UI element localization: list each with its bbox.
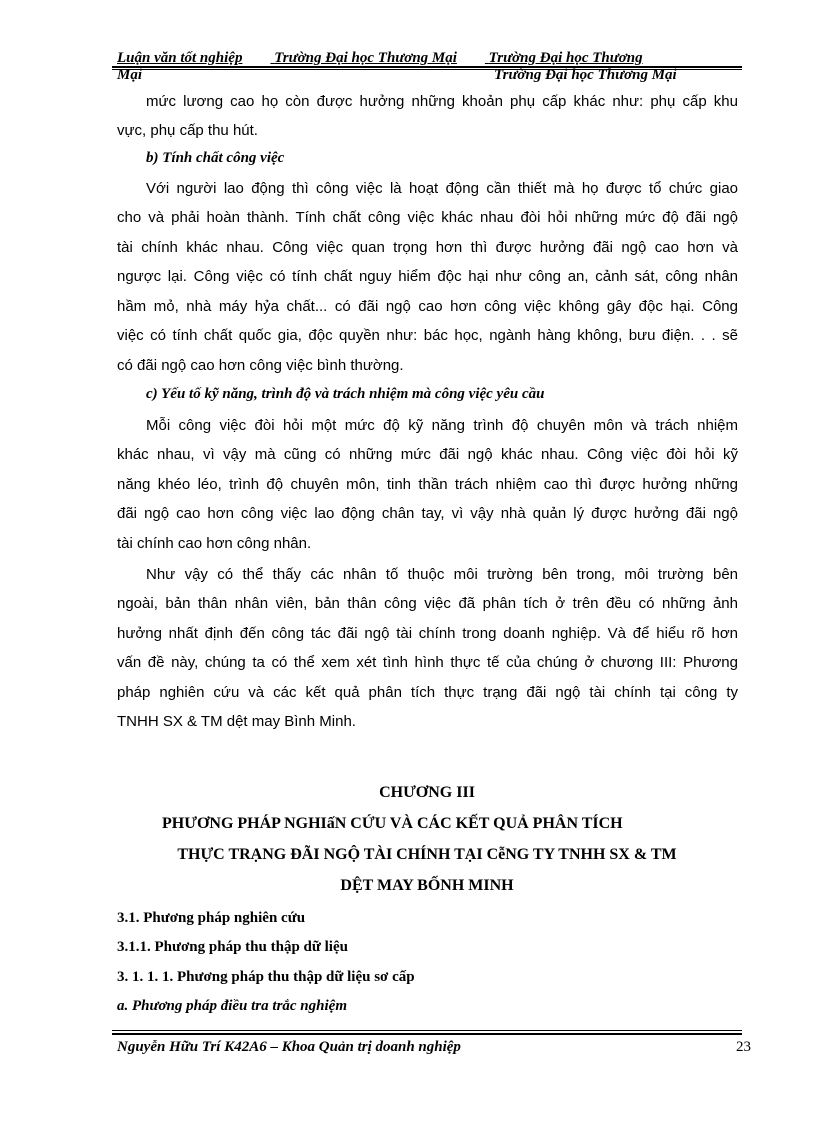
subheading-c: c) Yếu tố kỹ năng, trình độ và trách nhiệm mà công việc yêu cầu xyxy=(146,386,545,402)
footer-author: Nguyễn Hữu Trí K42A6 – Khoa Quản trị doanh nghiệp xyxy=(117,1039,461,1055)
section-heading: 3.1.1. Phương pháp thu thập dữ liệu xyxy=(117,939,348,955)
section-heading: a. Phương pháp điều tra trắc nghiệm xyxy=(117,998,347,1014)
paragraph-line: ngoài, bản thân nhân viên, bản thân công việc đã phân tích ở trên đều có những ảnh xyxy=(117,595,738,612)
header-continuation: Mại xyxy=(117,67,143,83)
footer-rule-thin xyxy=(112,1030,742,1031)
paragraph-line: mức lương cao họ còn được hưởng những khoản phụ cấp khác như: phụ cấp khu xyxy=(146,93,738,110)
header-university-right: Trường Đại học Thương Mại xyxy=(494,67,677,83)
paragraph-line: tài chính cao hơn công nhân. xyxy=(117,535,312,552)
paragraph-line: Như vậy có thể thấy các nhân tố thuộc môi trường bên trong, môi trường bên xyxy=(146,566,738,583)
paragraph-line: việc có tính chất quốc gia, độc quyền như: bác học, ngành hàng không, bưu điện. . . sẽ xyxy=(117,327,738,344)
paragraph-line: khác nhau, vì vậy mà cũng có những mức đãi ngộ khác nhau. Công việc đòi hỏi kỹ xyxy=(117,446,738,463)
paragraph-line: Với người lao động thì công việc là hoạt động cần thiết mà họ được tổ chức giao xyxy=(146,180,738,197)
section-heading: 3.1. Phương pháp nghiên cứu xyxy=(117,910,306,926)
running-header xyxy=(117,50,671,67)
chapter-title-line: THỰC TRẠNG ĐÃI NGỘ TÀI CHÍNH TẠI CễNG TY TNHH SX & TM xyxy=(177,846,677,863)
subheading-b: b) Tính chất công việc xyxy=(146,150,285,166)
paragraph-line: ngược lại. Công việc có tính chất nguy hiểm độc hại như công an, cảnh sát, công nhân xyxy=(117,268,738,285)
paragraph-line: năng khéo léo, trình độ chuyên môn, tinh thần trách nhiệm cao thì được hưởng những xyxy=(117,476,738,493)
header-thesis-label: Luận văn tốt nghiệp xyxy=(117,50,243,66)
paragraph-line: có đãi ngộ cao hơn công việc bình thường. xyxy=(117,357,404,374)
paragraph-line: vực, phụ cấp thu hút. xyxy=(117,122,258,139)
footer-rule xyxy=(112,1033,742,1035)
paragraph-line: đãi ngộ cao hơn công việc lao động chân tay, vì vậy nhà quản lý được hưởng đãi ngộ xyxy=(117,505,738,522)
paragraph-line: hầm mỏ, nhà máy hỷa chất... có đãi ngộ cao hơn công việc không gây độc hại. Công xyxy=(117,298,738,315)
paragraph-line: Mỗi công việc đòi hỏi một mức độ kỹ năng trình độ chuyên môn và trách nhiệm xyxy=(146,417,738,434)
chapter-title-line: DỆT MAY BỐNH MINH xyxy=(340,877,514,894)
header-university-label-2: Trường Đại học Thương xyxy=(488,50,643,66)
paragraph-line: pháp nghiên cứu và các kết quả phân tích thực trạng đãi ngộ tài chính tại công ty xyxy=(117,684,738,701)
header-university-label: Trường Đại học Thương Mại xyxy=(274,50,457,66)
paragraph-line: cho và phải hoàn thành. Tính chất công việc khác nhau đòi hỏi những mức độ đãi ngộ xyxy=(117,209,738,226)
page-number: 23 xyxy=(736,1039,751,1055)
paragraph-line: hưởng nhất định đến công tác đãi ngộ tài chính trong doanh nghiệp. Và để hiểu rõ hơn xyxy=(117,625,738,642)
paragraph-line: vấn đề này, chúng ta có thể xem xét tình hình thực tế của chúng ở chương III: Phương xyxy=(117,654,738,671)
section-heading: 3. 1. 1. 1. Phương pháp thu thập dữ liệu sơ cấp xyxy=(117,969,415,985)
chapter-number: CHƯƠNG III xyxy=(379,784,475,801)
paragraph-line: TNHH SX & TM dệt may Bình Minh. xyxy=(117,713,356,730)
chapter-title-line: PHƯƠNG PHÁP NGHIấN CỨU VÀ CÁC KẾT QUẢ PHÂN TÍCH xyxy=(162,815,623,832)
paragraph-line: tài chính khác nhau. Công việc quan trọng hơn thì được hưởng đãi ngộ cao hơn và xyxy=(117,239,738,256)
